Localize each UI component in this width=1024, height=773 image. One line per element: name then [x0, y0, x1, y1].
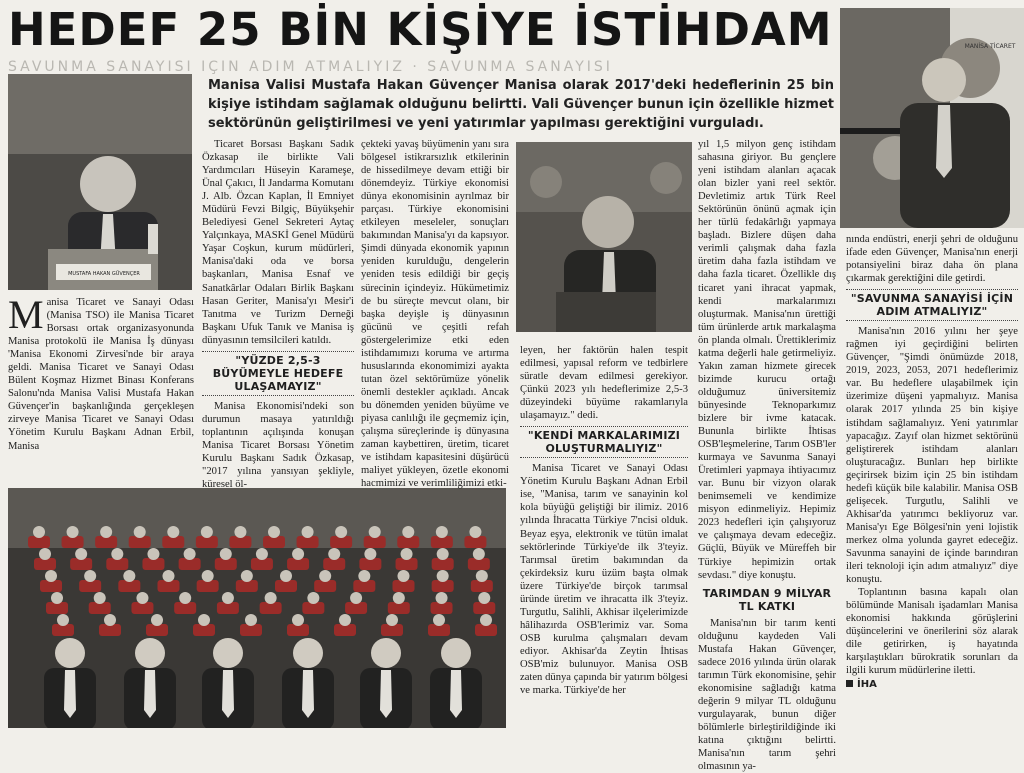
audience-head: [350, 592, 362, 604]
photo-speaker-right-image: [840, 8, 1024, 228]
dropcap: M: [8, 292, 44, 337]
subhead-tarim: TARIMDAN 9 MİLYAR TL KATKI: [702, 586, 832, 613]
audience-head: [202, 570, 214, 582]
photo-audience-image: [8, 488, 506, 728]
audience-head: [75, 548, 87, 560]
audience-head: [268, 526, 280, 538]
audience-head: [94, 592, 106, 604]
audience-head: [51, 592, 63, 604]
audience-head: [280, 570, 292, 582]
audience-head: [179, 592, 191, 604]
column-6-paragraph-2: Manisa'nın 2016 yılını her şeye rağmen iyi geçirdiğini belirten Güvençer, "Şimdi önümüzde 2018, 2019, 2023, 2053, 2071 hedeflerimiz var. Bu hedeflere ulaşabilmek için üzerimize düşeni yapmalıyız. Manisa olarak 2017 yılında 25 bin kişiye istihdam sağlamalıyız. Yeni yatırımlar yapacağız. Zayıf olan hizmet sektörünü geliştirerek istihdam alanları oluşturacağız. Bunları hep birlikte geçirirsek bizim için 25 bin istihdam hedefi küçük bile kalabilir. Manisa OSB gelişecek. Turgutlu, Salihli ve Akhisar'da yatırımcı bekliyoruz var. Manisa'yı Ege Bölgesi'nin yeni lojistik merkez olma yolunda gayret edeceğiz. Savunma sanayini de içinde barındıran ileri teknoloji için adım atmalıyız" diye konuştu.: [846, 326, 1018, 586]
audience-head: [393, 592, 405, 604]
front-row-shirt: [64, 670, 76, 718]
audience-head: [401, 548, 413, 560]
audience-head: [39, 548, 51, 560]
audience-head: [111, 548, 123, 560]
audience-head: [198, 614, 210, 626]
byline: İHA: [857, 679, 877, 691]
front-row-shirt: [380, 670, 392, 718]
divider: [846, 289, 1018, 290]
audience-head: [100, 526, 112, 538]
divider: [202, 351, 354, 352]
audience-head: [33, 526, 45, 538]
audience-head: [84, 570, 96, 582]
audience-head: [364, 548, 376, 560]
column-4: [520, 344, 688, 697]
column-2-paragraph-2: Manisa Ekonomisi'ndeki son durumun masaya yatırıldığı toplantının açılışında konuşan Manisa Ticaret Borsası Yönetim Kurulu Başkanı Sadık Özkasap, "2017 yılına yansıyan şekliyle, küresel öl-: [202, 400, 354, 491]
audience-head: [67, 526, 79, 538]
audience-head: [265, 592, 277, 604]
divider: [846, 320, 1018, 321]
column-4-paragraph-1: leyen, her faktörün halen tespit edilmesi, yapısal reform ve tedbirlere süratle devam edilmesi gerekiyor. Çünkü 2023 yılı hedeflerimize 2,5-3 düzeyindeki büyüme rakamlarıyla ulaşamayız." dedi.: [520, 345, 688, 422]
lead-paragraph: Manisa Valisi Mustafa Hakan Güvençer Manisa olarak 2017'deki hedeflerinin 25 bin kişiye istihdam sağlamak olduğunu belirtti. Vali Güvençer bunun için özellikle hizmet sektörünün geliştirilmesi ve yeni yatırımlar yapılması gerektiğini vurguladı.: [208, 78, 834, 131]
audience-head: [476, 570, 488, 582]
audience-head: [478, 592, 490, 604]
audience-head: [433, 614, 445, 626]
divider: [520, 426, 688, 427]
column-2: [202, 138, 354, 491]
audience-head: [358, 570, 370, 582]
audience-head: [369, 526, 381, 538]
audience-head: [201, 526, 213, 538]
audience-head: [480, 614, 492, 626]
byline-square-icon: [846, 680, 853, 687]
column-4-paragraph-2: Manisa Ticaret ve Sanayi Odası Yönetim Kurulu Başkanı Adnan Erbil ise, "Manisa, tarım ve sanayinin kol kola büyüğü geliştiği bir ilimiz. 2016 yılında İhracatta Türkiye 7'ncisi olduk. Beyaz eşya, elektronik ve tütün imalat sektörlerinde Türkiye'de ilk 3'teyiz. Tarımsal üretim bakımından da çekirdeksiz kuru üzüm başta olmak üzere Türkiye'de birçok tarımsal üründe üretim ve ihracatta ilk 3'teyiz. Turgutlu, Salihli, Akhisar ilçelerimizde hâlihazırda OSB'lerimiz var. Soma OSB kurulma çalışmaları devam ediyor. Akhisar'da Zeytin İhtisas OSB'miz bulunuyor. Manisa OSB zaten dünya çapında bir yatırım bölgesi ve marka. Türkiye'de her: [520, 463, 688, 697]
audience-head: [473, 548, 485, 560]
audience-head: [256, 548, 268, 560]
front-row-head: [293, 638, 323, 668]
sign-text: MANİSA TİCARET: [964, 43, 1016, 50]
audience-head: [386, 614, 398, 626]
audience-head: [163, 570, 175, 582]
audience-head: [436, 592, 448, 604]
column-5-paragraph-2: Manisa'nın bir tarım kenti olduğunu kaydeden Vali Mustafa Hakan Güvençer, sadece 2016 yılında ürün olarak tarımın Türk ekonomisine, şehir ekonomisine sağladığı katma değerin 9 milyar TL olduğunu vurgulayarak, bunun diğer bölümlerle birleştirildiğinde iki katına çıktığını belirtti. Manisa'nın tarım şehri olmasının ya-: [698, 617, 836, 773]
audience-head: [147, 548, 159, 560]
audience-head: [335, 526, 347, 538]
front-row-shirt: [222, 670, 234, 718]
subhead-buyume: "YÜZDE 2,5-3 BÜYÜMEYLE HEDEFE ULAŞAMAYIZ": [212, 353, 344, 393]
audience-head: [339, 614, 351, 626]
column-3: [361, 138, 509, 490]
audience-head: [134, 526, 146, 538]
audience-head: [469, 526, 481, 538]
audience-head: [292, 548, 304, 560]
audience-head: [245, 614, 257, 626]
column-5-paragraph-1: yıl 1,5 milyon genç istihdam sahasına giriyor. Bu gençlere yeni istihdam alanları açacak olan bizler yani reel sektör. Devletimiz artık Türk Reel Sektörünün önünü açmak için her türlü fedakârlığı yapmaya başladı. Bizlere düşen daha verimli çalışmak daha fazla üretim daha fazla istihdam ve daha fazla ticaret. Özellikle dış ticaret yani ihracat yapmak, kendi markalarımızı oluşturmak. Manisa'nın ürettiği tüm ürünlerde artık markalaşma ön planda olmalı. Ürettiklerimiz katma değerli hale getirmeliyiz. Yakın zaman hizmete girecek bizimde kurucu ortağı olduğumuz üniversitemiz bünyesinde Teknoparkımız bizlere bir ivme katacak. Bununla birlikte İhtisas OSB'leşmelerine, Tarım OSB'ler kurmaya ve Savunma Sanayi Üretimleri yapmaya ihtiyacımız var. Bunu bir vizyon olarak benimsemeli ve kendimize misyon edinmeliyiz. Hepimiz 2023 hedefleri için çalışıyoruz ve çalışmaya devam edeceğiz. Güçlü, Büyük ve Müreffeh bir Türkiye hepimizin ortak sevdası." diye konuştu.: [698, 139, 836, 581]
photo-speaker-left-image: [8, 74, 192, 290]
headline: HEDEF 25 BİN KİŞİYE İSTİHDAM: [8, 3, 833, 56]
column-5: [698, 138, 836, 773]
photo-speaker-left: [8, 74, 192, 290]
audience-head: [167, 526, 179, 538]
audience-head: [437, 548, 449, 560]
front-row-head: [135, 638, 165, 668]
audience-head: [307, 592, 319, 604]
audience-head: [436, 526, 448, 538]
audience-head: [402, 526, 414, 538]
column-1: [8, 292, 194, 453]
audience-head: [151, 614, 163, 626]
front-row-shirt: [302, 670, 314, 718]
subhead-markalar: "KENDİ MARKALARIMIZI OLUŞTURMALIYIZ": [527, 429, 681, 456]
column-3-text: çekteki yavaş büyümenin yanı sıra bölgesel istikrarsızlık etkilerinin de hissedilmeye devam ettiği bir dönemdeyiz. Türkiye ekonomisi dünya ekonomisinin ayrılmaz bir parçası. Türkiye ekonomisini etkileyen meseleler, sonuçları bakımından Manisa'yı da kapsıyor. Şimdi dünyada ekonomik yapının yeniden kurulduğu, dengelerin yeniden tesis edildiği bir geçiş sürecinin içindeyiz. Hükümetimiz de bu süreçte mevcut olanı, bir başka deyişle iş dünyasının gücünü ve çeşitli refah göstergelerimize etki eden istihdamımızı koruma ve artırma hususlarında ekonomimizi ayakta tutan özel sektörümüze yönelik önemli destekler açıkladı. Ancak bu dönemden yeniden büyüme ve piyasa canlılığı ile geçmemiz için, çalışma süreçlerinde iş dünyasına zaman kaybettiren, üretim, ticaret ve istihdam kapasitesini düşürücü maliyet yükleyen, özetle ekonomi hacmimizi ve verimliliğimizi etki-: [361, 139, 509, 490]
subhead-savunma: "SAVUNMA SANAYİSİ İÇİN ADIM ATMALIYIZ": [850, 292, 1014, 319]
nameplate-text: MUSTAFA HAKAN GÜVENÇER: [68, 271, 140, 277]
front-row-shirt: [144, 670, 156, 718]
audience-head: [123, 570, 135, 582]
audience-head: [328, 548, 340, 560]
column-1-text: anisa Ticaret ve Sanayi Odası (Manisa TSO) ile Manisa Ticaret Borsası ortak organizasyonunda Manisa protokolü ile Manisa İş dünyası 'Manisa Ekonomi Zirvesi'nde bir araya geldi. Manisa Ticaret ve Sanayi Odası Bülent Koşmaz Hizmet Binası Konferans Salonu'nda Manisa Valisi Mustafa Hakan Güvençer'in başkanlığında gerçekleşen zirveye Manisa Ticaret ve Sanayi Odası Yönetim Kurulu Başkanı Adnan Erbil, Manisa: [8, 297, 194, 452]
photo-speaker-middle: [516, 142, 692, 332]
audience-head: [302, 526, 314, 538]
audience-head: [398, 570, 410, 582]
divider: [202, 395, 354, 396]
photo-speaker-middle-image: [516, 142, 692, 332]
front-row-head: [55, 638, 85, 668]
audience-head: [57, 614, 69, 626]
audience-head: [45, 570, 57, 582]
photo-speaker-right: [840, 8, 1024, 228]
audience-head: [437, 570, 449, 582]
audience-head: [292, 614, 304, 626]
audience-head: [234, 526, 246, 538]
front-row-head: [213, 638, 243, 668]
divider: [520, 457, 688, 458]
column-6: [846, 233, 1018, 692]
column-6-paragraph-3: Toplantının basına kapalı olan bölümünde Manisalı işadamları Manisa ekonomisi hakkında görüşlerini düşüncelerini ve önerilerini söz alarak dile getirirken, iş hayatında karşılaştıkları bürokratik sorunları da ilgili kurum müdürlerine iletti.: [846, 587, 1018, 677]
photo-audience: [8, 488, 506, 728]
bleed-through-text: SAVUNMA SANAYİSİ İÇİN ADIM ATMALIYIZ · SAVUNMA SANAYİSİ: [8, 60, 613, 74]
audience-head: [220, 548, 232, 560]
front-row-head: [441, 638, 471, 668]
front-row-shirt: [450, 670, 462, 718]
audience-head: [184, 548, 196, 560]
audience-head: [241, 570, 253, 582]
audience-head: [136, 592, 148, 604]
column-2-paragraph-1: Ticaret Borsası Başkanı Sadık Özkasap ile birlikte Vali Yardımcıları Hüseyin Karameşe, Ünal Çakıcı, İl Jandarma Komutanı J. Alb. Özcan Kaplan, İl Emniyet Müdürü Fevzi Bilgiç, Büyükşehir Belediyesi Genel Sekreteri Aytaç Yalçınkaya, MASKİ Genel Müdürü Yaşar Coşkun, kurum müdürleri, Manisa'daki oda ve borsa başkanları, Manisa Esnaf ve Sanatkârlar Odaları Birlik Başkanı Hasan Geriter, Manisa'yı Mesir'i Tanıtma ve Turizm Derneği Başkanı Ufuk Tanık ve Manisa iş dünyasının temsilcileri katıldı.: [202, 139, 354, 346]
audience-head: [104, 614, 116, 626]
audience-head: [222, 592, 234, 604]
audience-head: [319, 570, 331, 582]
column-6-paragraph-1: nında endüstri, enerji şehri de olduğunu ifade eden Güvençer, Manisa'nın enerji potansiyelini biraz daha ön plana çıkarmak gerektiğini dile getirdi.: [846, 234, 1018, 285]
front-row-head: [371, 638, 401, 668]
